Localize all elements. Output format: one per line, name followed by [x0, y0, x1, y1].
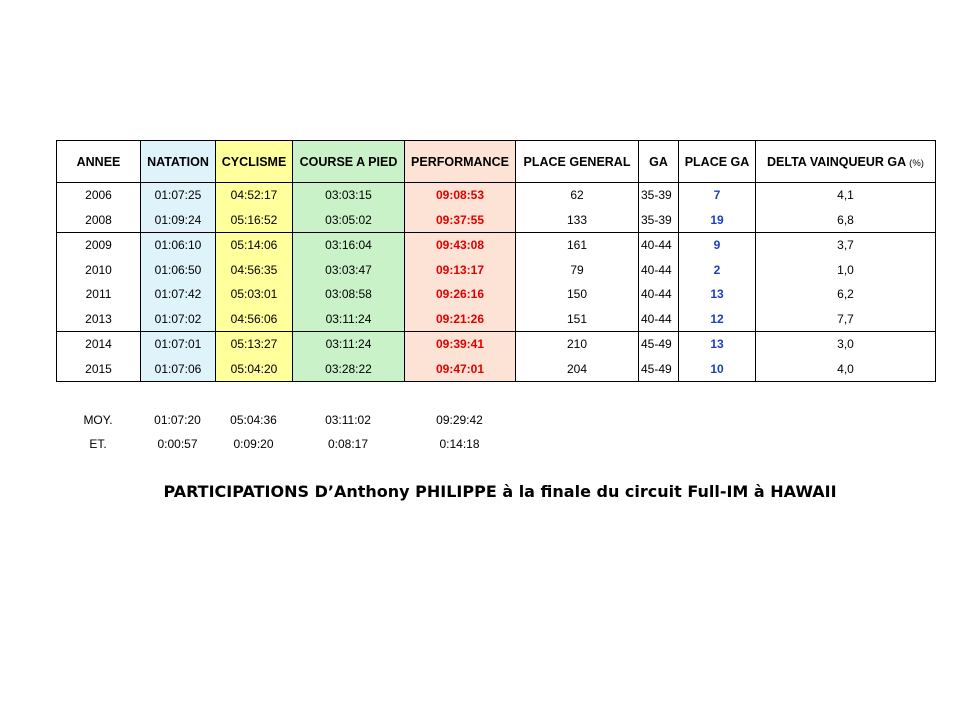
- cell-natation: 01:06:10: [141, 233, 216, 258]
- cell-delta-vainqueur: 3,7: [756, 233, 936, 258]
- stats-label-moy: MOY.: [83, 413, 113, 427]
- cell-annee: 2014: [57, 332, 141, 357]
- cell-place-ga: 9: [679, 233, 756, 258]
- table-row: [57, 183, 936, 208]
- header-ga: GA: [639, 141, 679, 183]
- cell-performance: 09:37:55: [405, 208, 516, 233]
- cell-cyclisme: 05:13:27: [216, 332, 293, 357]
- cell-place-ga: 13: [679, 332, 756, 357]
- cell-annee: 2008: [57, 208, 141, 233]
- cell-delta-vainqueur: 3,0: [756, 332, 936, 357]
- stats-et-cyclisme: 0:09:20: [233, 437, 274, 451]
- cell-ga: 40-44: [639, 258, 679, 283]
- cell-ga: 45-49: [639, 332, 679, 357]
- cell-cyclisme: 04:56:35: [216, 258, 293, 283]
- caption-title: PARTICIPATIONS D’Anthony PHILIPPE à la finale du circuit Full-IM à HAWAII: [163, 482, 837, 501]
- header-place-general: PLACE GENERAL: [516, 141, 639, 183]
- cell-cyclisme: 04:52:17: [216, 183, 293, 208]
- stats-moy-course: 03:11:02: [325, 413, 371, 427]
- stats-row-moy: [56, 408, 515, 432]
- table-row: [57, 208, 936, 233]
- table-row: [57, 307, 936, 332]
- cell-performance: 09:21:26: [405, 307, 516, 332]
- cell-course-a-pied: 03:03:47: [293, 258, 405, 283]
- cell-place-ga: 2: [679, 258, 756, 283]
- stats-et-natation: 0:00:57: [157, 437, 198, 451]
- header-annee: ANNEE: [57, 141, 141, 183]
- cell-ga: 40-44: [639, 282, 679, 307]
- cell-place-general: 133: [516, 208, 639, 233]
- cell-performance: 09:43:08: [405, 233, 516, 258]
- cell-ga: 35-39: [639, 208, 679, 233]
- cell-annee: 2009: [57, 233, 141, 258]
- cell-course-a-pied: 03:08:58: [293, 282, 405, 307]
- cell-place-ga: 13: [679, 282, 756, 307]
- cell-ga: 40-44: [639, 233, 679, 258]
- header-performance: PERFORMANCE: [405, 141, 516, 183]
- cell-delta-vainqueur: 1,0: [756, 258, 936, 283]
- cell-place-general: 210: [516, 332, 639, 357]
- cell-ga: 40-44: [639, 307, 679, 332]
- cell-annee: 2006: [57, 183, 141, 208]
- stats-moy-natation: 01:07:20: [154, 413, 201, 427]
- stats-row-et: [56, 432, 515, 456]
- stats-moy-cyclisme: 05:04:36: [230, 413, 277, 427]
- cell-place-ga: 10: [679, 357, 756, 382]
- stats-et-performance: 0:14:18: [439, 437, 480, 451]
- cell-delta-vainqueur: 4,1: [756, 183, 936, 208]
- cell-place-general: 79: [516, 258, 639, 283]
- results-table: [56, 140, 936, 382]
- header-place-ga: PLACE GA: [679, 141, 756, 183]
- cell-course-a-pied: 03:05:02: [293, 208, 405, 233]
- header-delta-vainqueur: [756, 141, 936, 183]
- cell-place-general: 161: [516, 233, 639, 258]
- header-natation: NATATION: [141, 141, 216, 183]
- cell-performance: 09:13:17: [405, 258, 516, 283]
- cell-annee: 2015: [57, 357, 141, 382]
- header-row: [57, 141, 936, 183]
- header-delta-unit: (%): [909, 157, 924, 169]
- header-cyclisme: CYCLISME: [216, 141, 293, 183]
- cell-cyclisme: 05:03:01: [216, 282, 293, 307]
- cell-performance: 09:26:16: [405, 282, 516, 307]
- cell-cyclisme: 05:14:06: [216, 233, 293, 258]
- stats-table: [56, 408, 515, 456]
- cell-place-general: 151: [516, 307, 639, 332]
- cell-delta-vainqueur: 7,7: [756, 307, 936, 332]
- header-course-a-pied: COURSE A PIED: [293, 141, 405, 183]
- cell-natation: 01:07:06: [141, 357, 216, 382]
- cell-place-ga: 7: [679, 183, 756, 208]
- cell-annee: 2013: [57, 307, 141, 332]
- cell-course-a-pied: 03:11:24: [293, 332, 405, 357]
- cell-performance: 09:39:41: [405, 332, 516, 357]
- table-row: [57, 357, 936, 382]
- cell-natation: 01:07:02: [141, 307, 216, 332]
- cell-natation: 01:07:25: [141, 183, 216, 208]
- header-delta-label: DELTA VAINQUEUR GA: [767, 154, 906, 169]
- cell-course-a-pied: 03:03:15: [293, 183, 405, 208]
- cell-place-ga: 19: [679, 208, 756, 233]
- results-body: [57, 183, 936, 382]
- cell-place-general: 62: [516, 183, 639, 208]
- cell-place-general: 150: [516, 282, 639, 307]
- cell-place-ga: 12: [679, 307, 756, 332]
- table-row: [57, 282, 936, 307]
- cell-delta-vainqueur: 6,2: [756, 282, 936, 307]
- stats-moy-performance: 09:29:42: [436, 413, 483, 427]
- cell-course-a-pied: 03:16:04: [293, 233, 405, 258]
- cell-place-general: 204: [516, 357, 639, 382]
- stats-et-course: 0:08:17: [327, 437, 369, 451]
- table-row: [57, 258, 936, 283]
- cell-ga: 45-49: [639, 357, 679, 382]
- cell-performance: 09:47:01: [405, 357, 516, 382]
- cell-course-a-pied: 03:11:24: [293, 307, 405, 332]
- cell-cyclisme: 04:56:06: [216, 307, 293, 332]
- cell-natation: 01:07:42: [141, 282, 216, 307]
- table-row: [57, 233, 936, 258]
- cell-performance: 09:08:53: [405, 183, 516, 208]
- cell-natation: 01:06:50: [141, 258, 216, 283]
- cell-annee: 2010: [57, 258, 141, 283]
- cell-cyclisme: 05:04:20: [216, 357, 293, 382]
- cell-annee: 2011: [57, 282, 141, 307]
- stats-label-et: ET.: [89, 437, 107, 451]
- cell-delta-vainqueur: 6,8: [756, 208, 936, 233]
- cell-course-a-pied: 03:28:22: [293, 357, 405, 382]
- cell-ga: 35-39: [639, 183, 679, 208]
- table-row: [57, 332, 936, 357]
- cell-delta-vainqueur: 4,0: [756, 357, 936, 382]
- cell-natation: 01:09:24: [141, 208, 216, 233]
- cell-natation: 01:07:01: [141, 332, 216, 357]
- cell-cyclisme: 05:16:52: [216, 208, 293, 233]
